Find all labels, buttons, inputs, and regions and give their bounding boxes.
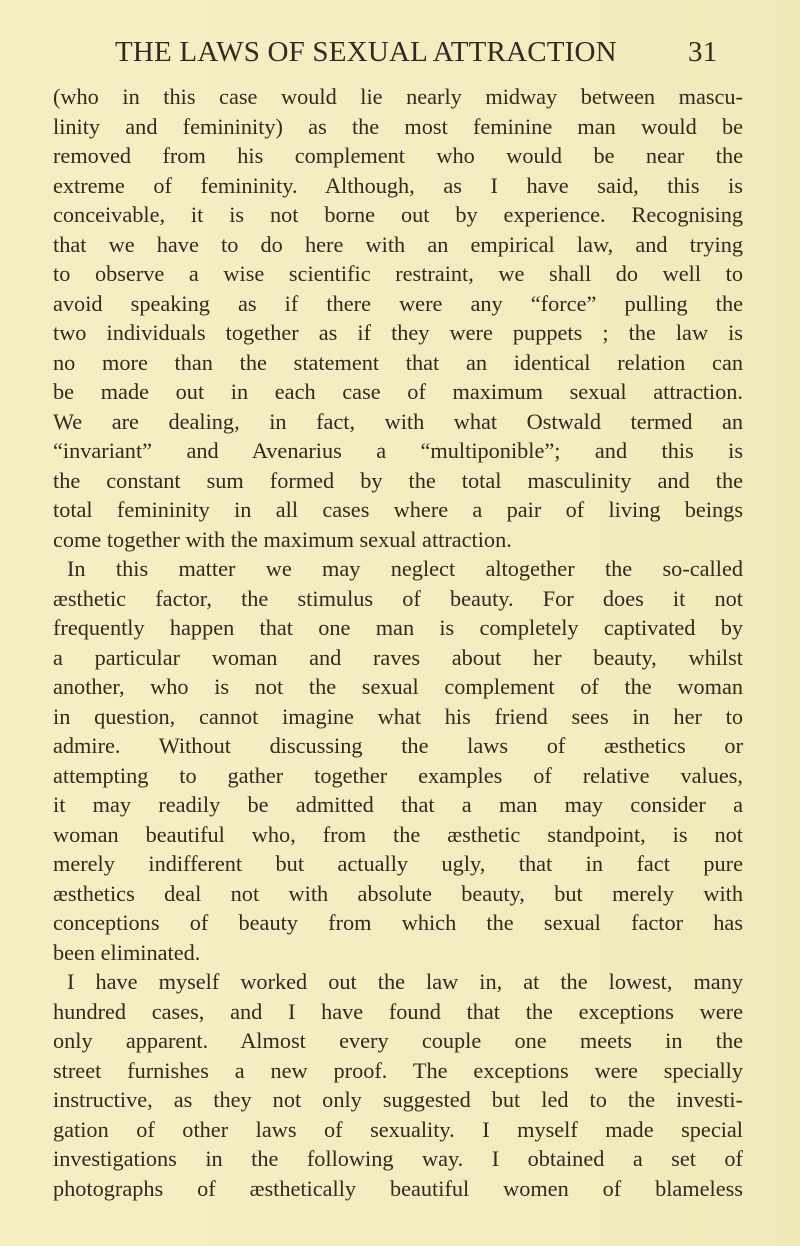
text-line: frequently happen that one man is completely captivated by xyxy=(53,615,743,640)
text-line: only apparent. Almost every couple one meets in the xyxy=(53,1028,743,1053)
text-line: avoid speaking as if there were any “force” pulling the xyxy=(53,290,743,316)
text-line: that we have to do here with an empirical law, and trying xyxy=(53,231,743,257)
paragraph-start-line: I have myself worked out the law in, at the lowest, many xyxy=(67,969,743,994)
text-line: instructive, as they not only suggested but led to the investi- xyxy=(53,1087,743,1112)
text-line: in question, cannot imagine what his friend sees in her to xyxy=(53,703,743,729)
body-text xyxy=(53,82,743,1203)
text-line: hundred cases, and I have found that the exceptions were xyxy=(53,998,743,1024)
text-line: come together with the maximum sexual attraction. xyxy=(53,526,512,552)
text-line: total femininity in all cases where a pair of living beings xyxy=(53,497,743,522)
text-line: a particular woman and raves about her beauty, whilst xyxy=(53,644,743,670)
text-line: (who in this case would lie nearly midway between mascu- xyxy=(53,84,743,109)
paragraph-start-line: In this matter we may neglect altogether the so-called xyxy=(67,556,743,581)
text-line: extreme of femininity. Although, as I have said, this is xyxy=(53,172,743,198)
text-line: two individuals together as if they were puppets ; the law is xyxy=(53,320,743,345)
text-line: merely indifferent but actually ugly, that in fact pure xyxy=(53,851,743,876)
text-line: “invariant” and Avenarius a “multiponible”; and this is xyxy=(53,438,743,463)
text-line: street furnishes a new proof. The exceptions were specially xyxy=(53,1057,743,1083)
text-line: conceivable, it is not borne out by experience. Recognising xyxy=(53,202,743,227)
text-line: removed from his complement who would be near the xyxy=(53,143,743,168)
text-line: been eliminated. xyxy=(53,939,201,965)
text-line: admire. Without discussing the laws of æsthetics or xyxy=(53,733,743,758)
running-header xyxy=(115,36,718,69)
text-line: linity and femininity) as the most feminine man would be xyxy=(53,113,743,139)
text-line: the constant sum formed by the total masculinity and the xyxy=(53,467,743,493)
text-line: investigations in the following way. I obtained a set of xyxy=(53,1146,743,1171)
text-line: attempting to gather together examples of relative values, xyxy=(53,762,743,788)
text-line: it may readily be admitted that a man may consider a xyxy=(53,792,743,817)
text-line: to observe a wise scientific restraint, we shall do well to xyxy=(53,261,743,286)
page-number: 31 xyxy=(688,36,718,68)
text-line: another, who is not the sexual complement of the woman xyxy=(53,674,743,699)
text-line: woman beautiful who, from the æsthetic standpoint, is not xyxy=(53,821,743,847)
text-line: no more than the statement that an identical relation can xyxy=(53,349,743,375)
text-line: be made out in each case of maximum sexual attraction. xyxy=(53,379,743,404)
text-line: æsthetic factor, the stimulus of beauty. For does it not xyxy=(53,585,743,611)
text-line: We are dealing, in fact, with what Ostwald termed an xyxy=(53,408,743,434)
text-line: æsthetics deal not with absolute beauty, but merely with xyxy=(53,880,743,906)
text-line: photographs of æsthetically beautiful women of blameless xyxy=(53,1175,743,1201)
running-title: THE LAWS OF SEXUAL ATTRACTION xyxy=(115,36,617,68)
text-line: conceptions of beauty from which the sexual factor has xyxy=(53,910,743,935)
text-line: gation of other laws of sexuality. I myself made special xyxy=(53,1116,743,1142)
